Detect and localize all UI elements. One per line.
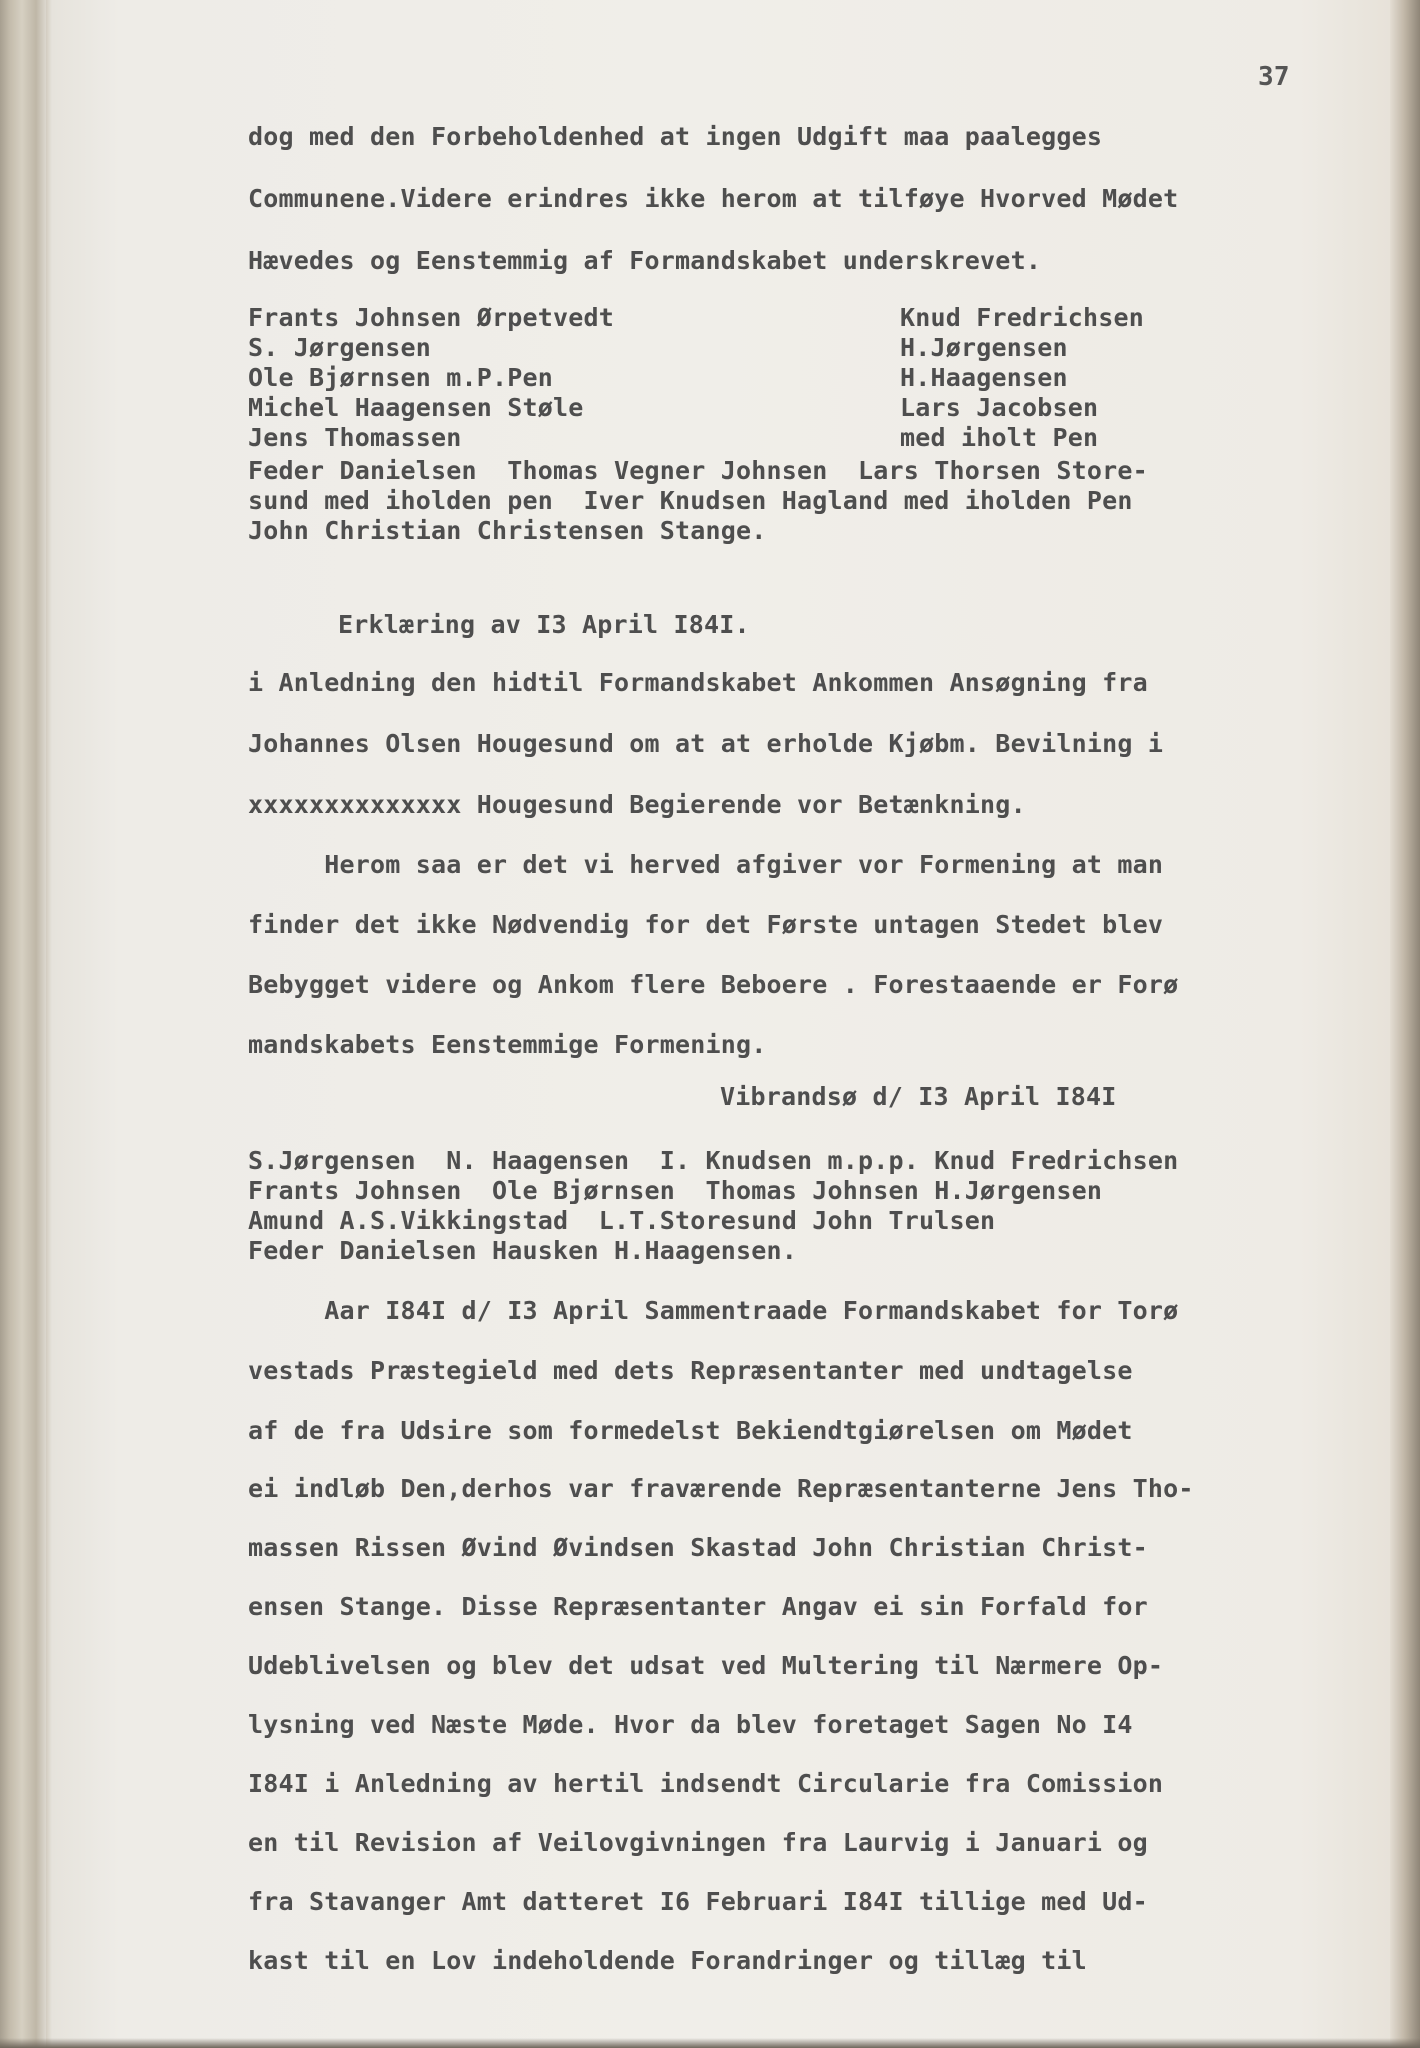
signature-left: Frants Johnsen Ørpetvedt xyxy=(248,303,615,332)
text-line: Herom saa er det vi herved afgiver vor Formening at man xyxy=(248,850,1164,879)
text-line: finder det ikke Nødvendig for det Første untagen Stedet blev xyxy=(248,910,1164,939)
text-line: Communene.Videre erindres ikke herom at tilføye Hvorved Mødet xyxy=(248,184,1179,213)
text-line: ei indløb Den,derhos var fraværende Repræsentanterne Jens Tho- xyxy=(248,1474,1194,1503)
signature-line: John Christian Christensen Stange. xyxy=(248,516,767,545)
signature-line: sund med iholden pen Iver Knudsen Hagland med iholden Pen xyxy=(248,486,1133,515)
text-line: vestads Præstegield med dets Repræsentanter med undtagelse xyxy=(248,1356,1133,1385)
text-line: lysning ved Næste Møde. Hvor da blev foretaget Sagen No I4 xyxy=(248,1710,1133,1739)
page-number: 37 xyxy=(1258,62,1290,92)
text-line: Johannes Olsen Hougesund om at at erholde Kjøbm. Bevilning i xyxy=(248,729,1164,758)
signature-left: S. Jørgensen xyxy=(248,333,432,362)
signature-right: Lars Jacobsen xyxy=(900,393,1099,422)
section-heading: Erklæring av I3 April I84I. xyxy=(338,610,750,639)
text-line: xxxxxxxxxxxxxx Hougesund Begierende vor Betænkning. xyxy=(248,790,1026,819)
signature-left: Ole Bjørnsen m.P.Pen xyxy=(248,363,554,392)
signature-right: H.Haagensen xyxy=(900,363,1068,392)
signature-line: Feder Danielsen Hausken H.Haagensen. xyxy=(248,1236,798,1265)
signature-right: Knud Fredrichsen xyxy=(900,303,1145,332)
text-line: kast til en Lov indeholdende Forandringer og tillæg til xyxy=(248,1946,1087,1975)
text-line: mandskabets Eenstemmige Formening. xyxy=(248,1030,767,1059)
text-line: Bebygget videre og Ankom flere Beboere . Forestaaende er Forø xyxy=(248,970,1179,999)
text-line: dog med den Forbeholdenhed at ingen Udgift maa paalegges xyxy=(248,122,1103,151)
document-page xyxy=(48,0,1388,2048)
signature-line: S.Jørgensen N. Haagensen I. Knudsen m.p.p. Knud Fredrichsen xyxy=(248,1146,1179,1175)
signature-left: Michel Haagensen Støle xyxy=(248,393,584,422)
signature-line: Feder Danielsen Thomas Vegner Johnsen Lars Thorsen Store- xyxy=(248,456,1148,485)
signature-right: H.Jørgensen xyxy=(900,333,1068,362)
text-line: I84I i Anledning av hertil indsendt Circularie fra Comission xyxy=(248,1769,1164,1798)
text-line: i Anledning den hidtil Formandskabet Ankommen Ansøgning fra xyxy=(248,668,1148,697)
text-line: massen Rissen Øvind Øvindsen Skastad John Christian Christ- xyxy=(248,1533,1148,1562)
place-date: Vibrandsø d/ I3 April I84I xyxy=(720,1082,1117,1111)
text-line: ensen Stange. Disse Repræsentanter Angav ei sin Forfald for xyxy=(248,1592,1148,1621)
right-page-edge xyxy=(1390,0,1420,2048)
left-page-edge xyxy=(0,0,46,2048)
signature-left: Jens Thomassen xyxy=(248,423,462,452)
signature-line: Frants Johnsen Ole Bjørnsen Thomas Johnsen H.Jørgensen xyxy=(248,1176,1103,1205)
signature-right: med iholt Pen xyxy=(900,423,1099,452)
text-line: en til Revision af Veilovgivningen fra Laurvig i Januari og xyxy=(248,1828,1148,1857)
signature-line: Amund A.S.Vikkingstad L.T.Storesund John Trulsen xyxy=(248,1206,996,1235)
text-line: af de fra Udsire som formedelst Bekiendtgiørelsen om Mødet xyxy=(248,1416,1133,1445)
text-line: Udeblivelsen og blev det udsat ved Multering til Nærmere Op- xyxy=(248,1651,1164,1680)
text-line: Aar I84I d/ I3 April Sammentraade Formandskabet for Torø xyxy=(248,1296,1179,1325)
text-line: fra Stavanger Amt datteret I6 Februari I84I tillige med Ud- xyxy=(248,1887,1148,1916)
text-line: Hævedes og Eenstemmig af Formandskabet underskrevet. xyxy=(248,246,1042,275)
